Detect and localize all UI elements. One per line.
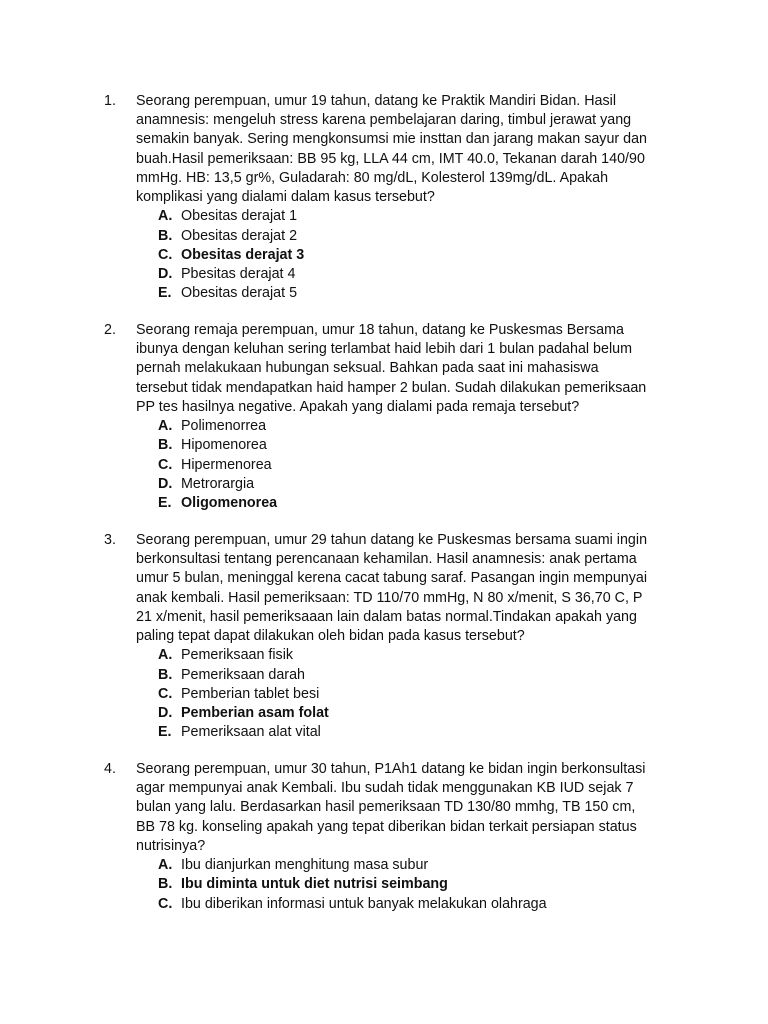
option-b <box>104 436 678 455</box>
option-b-correct <box>104 875 678 894</box>
option-letter: D. <box>158 266 173 283</box>
answer-options <box>104 646 678 742</box>
option-text: Pemberian tablet besi <box>181 685 320 702</box>
option-text: Oligomenorea <box>181 495 278 512</box>
option-letter: B. <box>158 227 173 244</box>
option-letter: C. <box>158 456 173 473</box>
option-a <box>104 856 678 875</box>
option-text: Obesitas derajat 1 <box>181 208 298 225</box>
option-letter: D. <box>158 705 173 722</box>
question-number: 3. <box>104 532 116 548</box>
option-text: Ibu diminta untuk diet nutrisi seimbang <box>181 876 448 893</box>
option-b <box>104 666 678 685</box>
option-text: Ibu diberikan informasi untuk banyak melakukan olahraga <box>181 895 547 912</box>
option-text: Pemeriksaan darah <box>181 666 305 683</box>
option-letter: E. <box>158 495 172 512</box>
option-text: Obesitas derajat 5 <box>181 285 298 302</box>
option-d <box>104 475 678 494</box>
option-text: Ibu dianjurkan menghitung masa subur <box>181 857 429 874</box>
option-letter: C. <box>158 246 173 263</box>
option-letter: E. <box>158 724 172 741</box>
option-letter: E. <box>158 285 172 302</box>
option-letter: A. <box>158 418 173 435</box>
option-text: Pemberian asam folat <box>181 705 329 722</box>
option-letter: B. <box>158 437 173 454</box>
answer-options <box>104 417 678 513</box>
option-e <box>104 723 678 742</box>
question-number: 2. <box>104 322 116 338</box>
option-c <box>104 895 678 914</box>
option-a <box>104 207 678 226</box>
option-letter: C. <box>158 895 173 912</box>
option-letter: B. <box>158 876 173 893</box>
option-a <box>104 646 678 665</box>
option-text: Obesitas derajat 3 <box>181 246 305 263</box>
option-c <box>104 456 678 475</box>
question-number: 4. <box>104 761 116 777</box>
option-b <box>104 227 678 246</box>
option-letter: A. <box>158 208 173 225</box>
question-text: Seorang perempuan, umur 29 tahun datang ke Puskesmas bersama suami ingin berkonsultasi tentang perencanaan kehamilan. Hasil anamnesis: anak pertama umur 5 bulan, meninggal kerena cacat tabung saraf. Pasangan ingin mempunyai anak kembali. Hasil pemeriksaan: TD 110/70 mmHg, N 80 x/menit, S 36,70 C, P 21 x/menit, hasil pemeriksaaan lain dalam batas normal.Tindakan apakah yang paling tepat dapat dilakukan oleh bidan pada kasus tersebut? <box>136 532 648 645</box>
question-4 <box>104 760 678 914</box>
answer-options <box>104 207 678 303</box>
question-text: Seorang perempuan, umur 19 tahun, datang ke Praktik Mandiri Bidan. Hasil anamnesis: mengeluh stress karena pembelajaran daring, timbul jerawat yang semakin banyak. Sering mengkonsumsi mie insttan dan jarang makan sayur dan buah.Hasil pemeriksaan: BB 95 kg, LLA 44 cm, IMT 40.0, Tekanan darah 140/90 mmHg. HB: 13,5 gr%, Guladarah: 80 mg/dL, Kolesterol 139mg/dL. Apakah komplikasi yang dialami dalam kasus tersebut? <box>136 93 647 206</box>
option-letter: A. <box>158 857 173 874</box>
option-text: Pbesitas derajat 4 <box>181 266 296 283</box>
option-text: Metrorargia <box>181 475 255 492</box>
option-text: Pemeriksaan alat vital <box>181 724 321 741</box>
option-letter: C. <box>158 685 173 702</box>
option-text: Hipomenorea <box>181 437 267 454</box>
option-letter: A. <box>158 647 173 664</box>
option-letter: D. <box>158 475 173 492</box>
answer-options <box>104 856 678 914</box>
option-a <box>104 417 678 436</box>
option-d-correct <box>104 704 678 723</box>
question-1 <box>104 92 678 304</box>
question-number: 1. <box>104 93 116 109</box>
option-e <box>104 284 678 303</box>
question-2 <box>104 321 678 514</box>
question-text: Seorang remaja perempuan, umur 18 tahun, datang ke Puskesmas Bersama ibunya dengan keluhan sering terlambat haid lebih dari 1 bulan padahal belum pernah melakukaan hubungan seksual. Bahkan pada saat ini mahasiswa tersebut tidak mendapatkan haid hamper 2 bulan. Sudah dilakukan pemeriksaan PP tes hasilnya negative. Apakah yang dialami pada remaja tersebut? <box>136 322 647 415</box>
option-text: Pemeriksaan fisik <box>181 647 294 664</box>
question-3 <box>104 531 678 743</box>
option-letter: B. <box>158 666 173 683</box>
option-text: Polimenorrea <box>181 418 267 435</box>
option-c-correct <box>104 246 678 265</box>
question-text: Seorang perempuan, umur 30 tahun, P1Ah1 datang ke bidan ingin berkonsultasi agar mempunyai anak Kembali. Ibu sudah tidak menggunakan KB IUD sejak 7 bulan yang lalu. Berdasarkan hasil pemeriksaan TD 130/80 mmhg, TB 150 cm, BB 78 kg. konseling apakah yang tepat diberikan bidan terkait persiapan status nutrisinya? <box>136 761 646 854</box>
option-e-correct <box>104 494 678 513</box>
option-text: Obesitas derajat 2 <box>181 227 298 244</box>
option-d <box>104 265 678 284</box>
option-c <box>104 685 678 704</box>
option-text: Hipermenorea <box>181 456 272 473</box>
